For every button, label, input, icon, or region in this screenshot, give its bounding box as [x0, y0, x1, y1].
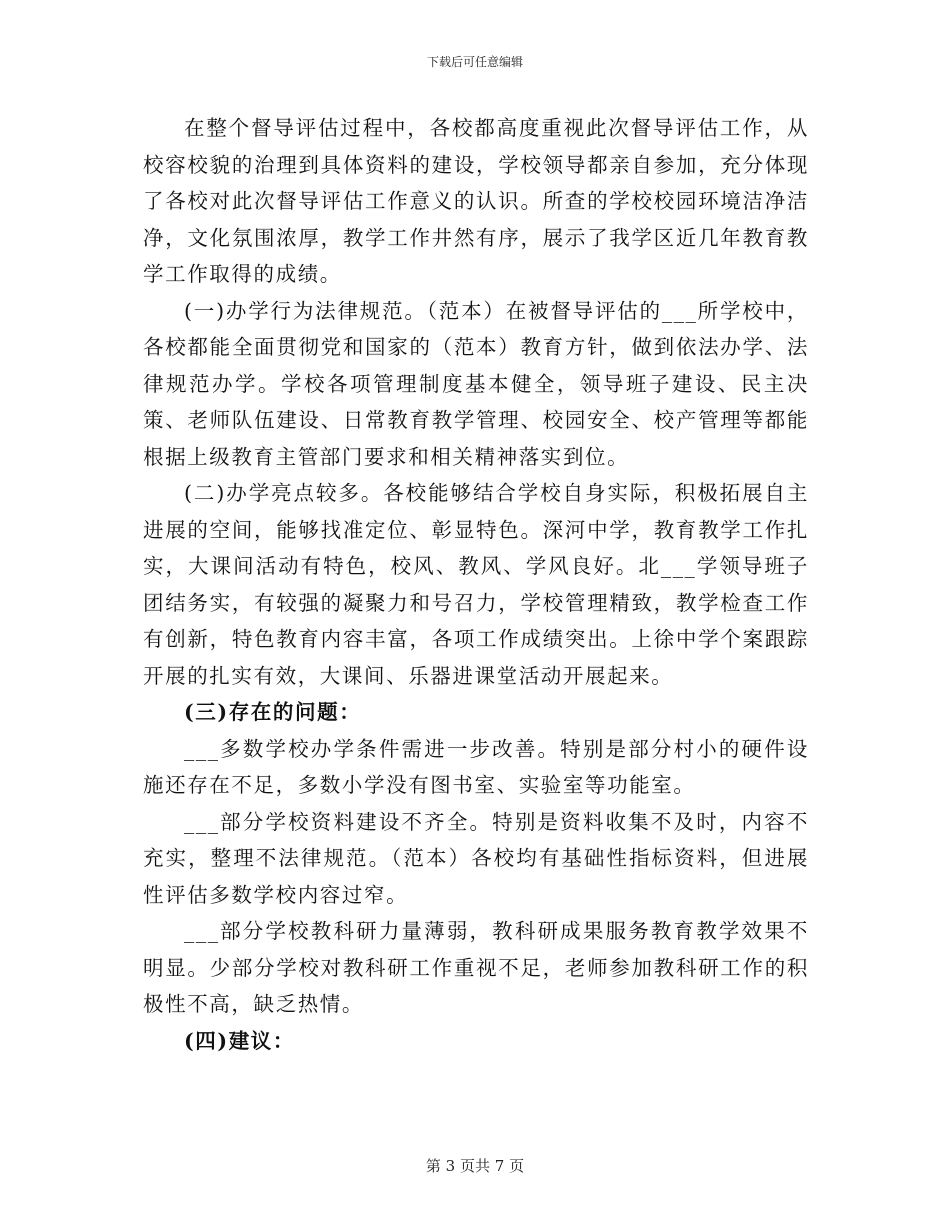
paragraph-section-2: (二)办学亮点较多。各校能够结合学校自身实际，积极拓展自主进展的空间，能够找准定位、彰显特色。深河中学，教育教学工作扎实，大课间活动有特色，校风、教风、学风良好。北___学领导班子团结务实，有较强的凝聚力和号召力，学校管理精致，教学检查工作有创新，特色教育内容丰富，各项工作成绩突出。上徐中学个案跟踪开展的扎实有效，大课间、乐器进课堂活动开展起来。 — [143, 481, 809, 688]
paragraph-issue-1: ___多数学校办学条件需进一步改善。特别是部分村小的硬件设施还存在不足，多数小学没有图书室、实验室等功能室。 — [143, 736, 809, 797]
paragraph-issue-3: ___部分学校教科研力量薄弱，教科研成果服务教育教学效果不明显。少部分学校对教科研工作重视不足，老师参加教科研工作的积极性不高，缺乏热情。 — [143, 919, 809, 1016]
page-number: 第 3 页共 7 页 — [425, 1157, 525, 1175]
paragraph-section-1: (一)办学行为法律规范。（范本）在被督导评估的___所学校中，各校都能全面贯彻党和国家的（范本）教育方针，做到依法办学、法律规范办学。学校各项管理制度基本健全，领导班子建设、民主决策、老师队伍建设、日常教育教学管理、校园安全、校产管理等都能根据上级教育主管部门要求和相关精神落实到位。 — [143, 298, 809, 469]
paragraph-intro: 在整个督导评估过程中，各校都高度重视此次督导评估工作，从校容校貌的治理到具体资料的建设，学校领导都亲自参加，充分体现了各校对此次督导评估工作意义的认识。所查的学校校园环境洁净洁净，文化氛围浓厚，教学工作井然有序，展示了我学区近几年教育教学工作取得的成绩。 — [143, 116, 809, 286]
paragraph-issue-2: ___部分学校资料建设不齐全。特别是资料收集不及时，内容不充实，整理不法律规范。（范本）各校均有基础性指标资料，但进展性评估多数学校内容过窄。 — [143, 809, 809, 907]
header-note: 下载后可任意编辑 — [426, 55, 523, 69]
heading-section-3: (三)存在的问题： — [184, 700, 362, 724]
document-body — [143, 110, 809, 1059]
heading-section-4: (四)建议： — [184, 1028, 295, 1053]
